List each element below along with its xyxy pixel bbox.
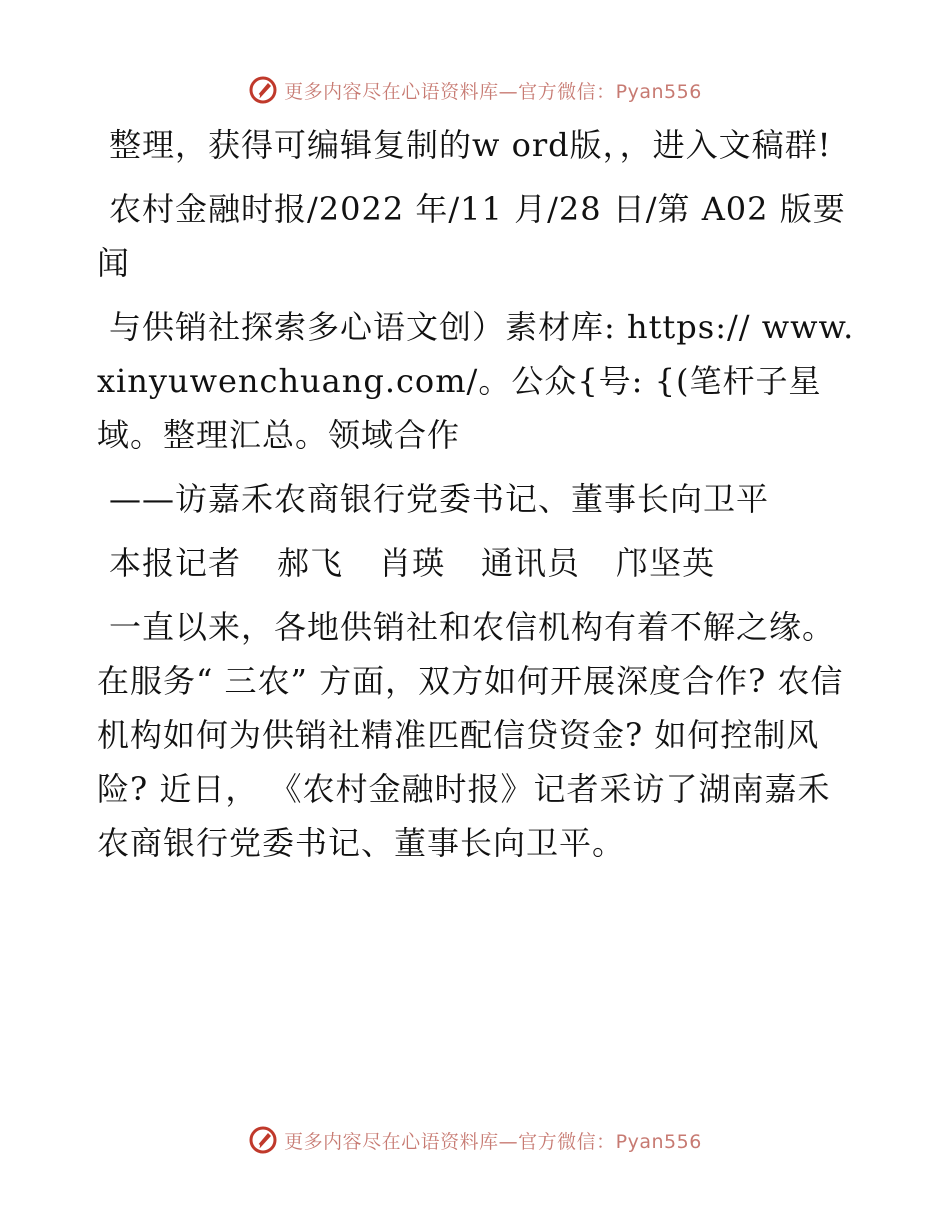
- banner-wechat: 官方微信：Pyan556: [518, 1130, 702, 1153]
- paragraph-title: 与供销社探索多心语文创）素材库: https:// www.xinyuwenchuang.com/。公众{号: {(笔杆子星域。整理汇总。领域合作: [97, 308, 855, 454]
- banner-site-label: 更多内容尽在心语资料库: [284, 1130, 499, 1153]
- footer-banner: [0, 1120, 950, 1160]
- banner-text: [284, 77, 702, 104]
- banner-site-label: 更多内容尽在心语资料库: [284, 80, 499, 103]
- paragraph-source: 农村金融时报/2022 年/11 月/28 日/第 A02 版要闻: [97, 190, 846, 282]
- pen-seal-logo-icon: [248, 75, 278, 105]
- byline-role: 通讯员: [481, 544, 581, 582]
- byline-reporter-3: 邝坚英: [616, 544, 716, 582]
- banner-wechat: 官方微信：Pyan556: [518, 80, 702, 103]
- banner-separator: —: [498, 80, 519, 103]
- banner-text: [284, 1127, 702, 1154]
- article-body: [97, 118, 857, 880]
- byline-label: 本报记者: [109, 544, 242, 582]
- banner-separator: —: [498, 1130, 519, 1153]
- byline-reporter-1: 郝飞: [277, 544, 344, 582]
- article-subtitle: ——访嘉禾农商银行党委书记、董事长向卫平: [109, 480, 770, 518]
- paragraph-intro: 整理，获得可编辑复制的w ord版，，进入文稿群!: [109, 126, 832, 164]
- byline-reporter-2: 肖瑛: [379, 544, 446, 582]
- header-banner: [0, 70, 950, 110]
- byline: [97, 536, 857, 590]
- pen-seal-logo-icon: [248, 1125, 278, 1155]
- paragraph-lead: 一直以来，各地供销社和农信机构有着不解之缘。在服务“ 三农” 方面，双方如何开展深度合作? 农信机构如何为供销社精准匹配信贷资金? 如何控制风险? 近日， 《农村金融时报》记者采访了湖南嘉禾农商银行党委书记、董事长向卫平。: [97, 608, 844, 862]
